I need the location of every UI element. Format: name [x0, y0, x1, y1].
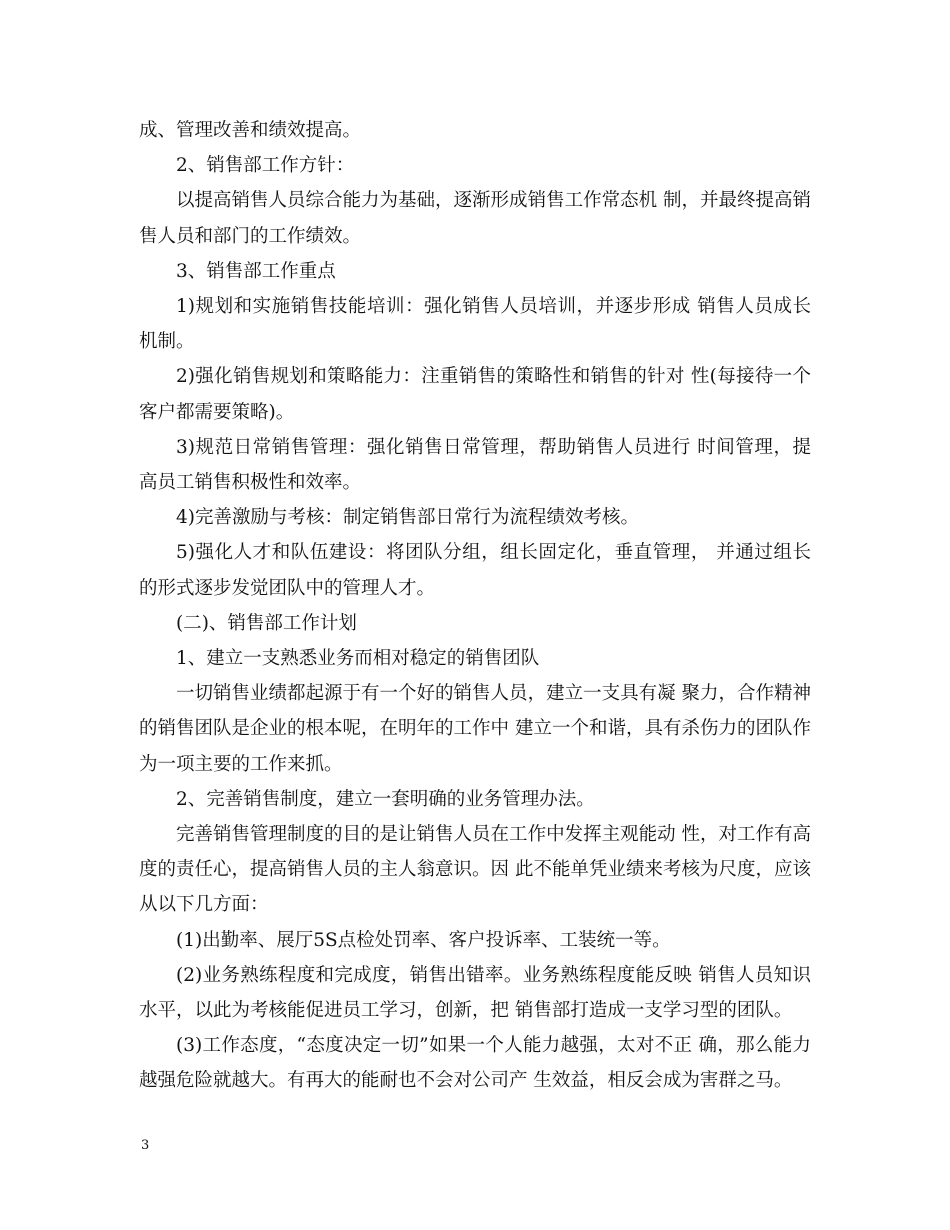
list-item: 1)规划和实施销售技能培训：强化销售人员培训，并逐步形成 销售人员成长机制。 — [139, 296, 811, 353]
section-heading: 1、建立一支熟悉业务而相对稳定的销售团队 — [176, 648, 540, 670]
section-heading: 3、销售部工作重点 — [176, 260, 336, 282]
list-item: (1)出勤率、展厅5S点检处罚率、客户投诉率、工装统一等。 — [176, 929, 671, 951]
list-item: (2)业务熟练程度和完成度，销售出错率。业务熟练程度能反映 销售人员知识水平，以此为考核能促进员工学习，创新，把 销售部打造成一支学习型的团队。 — [139, 964, 811, 1022]
body-paragraph: 以提高销售人员综合能力为基础，逐渐形成销售工作常态机 制，并最终提高销售人员和部门的工作绩效。 — [139, 190, 811, 247]
body-paragraph: 完善销售管理制度的目的是让销售人员在工作中发挥主观能动 性，对工作有高度的责任心，提高销售人员的主人翁意识。因 此不能单凭业绩来考核为尺度，应该从以下几方面： — [139, 824, 811, 916]
page-number: 3 — [141, 1138, 150, 1153]
section-heading: (二)、销售部工作计划 — [176, 612, 357, 634]
body-paragraph: 成、管理改善和绩效提高。 — [139, 120, 362, 141]
section-heading: 2、完善销售制度，建立一套明确的业务管理办法。 — [176, 788, 595, 810]
list-item: 4)完善激励与考核：制定销售部日常行为流程绩效考核。 — [176, 507, 639, 529]
list-item: (3)工作态度，“态度决定一切”如果一个人能力越强，太对不正 确，那么能力越强危险就越大。有再大的能耐也不会对公司产 生效益，相反会成为害群之马。 — [139, 1035, 811, 1092]
section-heading: 2、销售部工作方针： — [176, 155, 355, 177]
document-body — [139, 113, 811, 1099]
list-item: 2)强化销售规划和策略能力：注重销售的策略性和销售的针对 性(每接待一个客户都需要策略)。 — [139, 366, 811, 423]
list-item: 5)强化人才和队伍建设：将团队分组，组长固定化，垂直管理， 并通过组长的形式逐步发觉团队中的管理人才。 — [139, 542, 811, 599]
list-item: 3)规范日常销售管理：强化销售日常管理，帮助销售人员进行 时间管理，提高员工销售积极性和效率。 — [139, 436, 811, 494]
body-paragraph: 一切销售业绩都起源于有一个好的销售人员，建立一支具有凝 聚力，合作精神的销售团队是企业的根本呢，在明年的工作中 建立一个和谐，具有杀伤力的团队作为一项主要的工作来抓。 — [139, 683, 811, 775]
